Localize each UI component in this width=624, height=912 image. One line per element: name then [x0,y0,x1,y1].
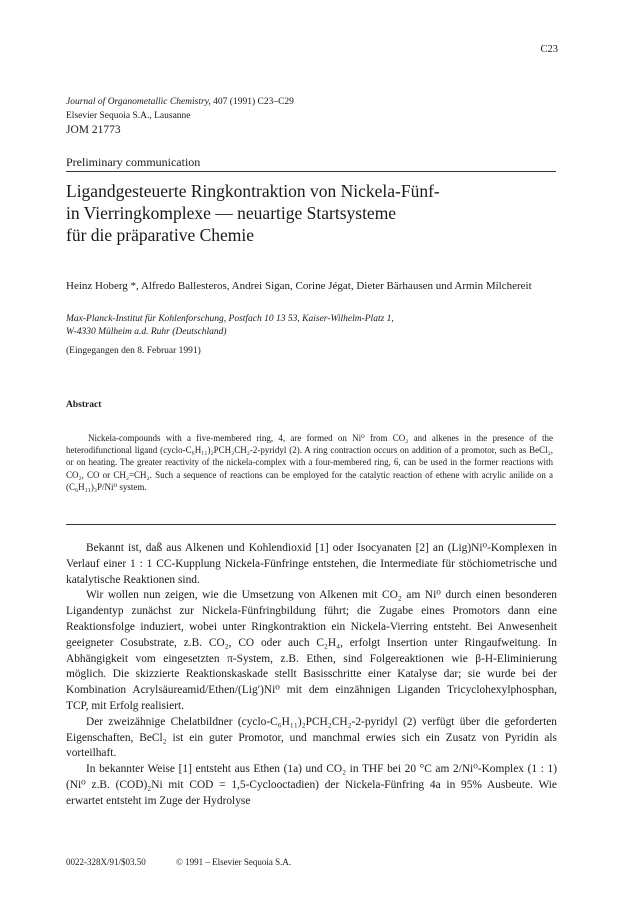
publisher: Elsevier Sequoia S.A., Lausanne [66,110,191,121]
affiliation-line-2: W-4330 Mülheim a.d. Ruhr (Deutschland) [66,326,227,337]
paragraph: Der zweizähnige Chelatbildner (cyclo-C₆H₁₁)₂PCH₂CH₂-2-pyridyl (2) verfügt über die geforderten Eigenschaften, BeCl₂ ist ein guter Promotor, und manchmal erwies sich ein Zusatz von Pyridin als vorteilhaft. [66,715,557,760]
footer-code: 0022-328X/91/$03.50 [66,857,146,867]
abstract-heading: Abstract [66,400,102,410]
journal-info [66,96,566,123]
footer [66,857,319,867]
divider [66,524,556,525]
journal-name: Journal of Organometallic Chemistry, [66,97,211,107]
article-title [66,180,566,246]
affiliation-line-1: Max-Planck-Institut für Kohlenforschung, Postfach 10 13 53, Kaiser-Wilhelm-Platz 1, [66,314,394,324]
paragraph: Wir wollen nun zeigen, wie die Umsetzung von Alkenen mit CO₂ am Ni⁰ durch einen besonderen Ligandentyp zunächst zur Nickela-Fünfringbildung führt; die Zugabe eines Promotors dann eine Reaktionsfolge induziert, wobei unter Ringkontraktion ein Nickela-Vierring entsteht. Bei Anwesenheit geeigneter Cosubstrate, z.B. CO₂, CO oder auch C₂H₄, erfolgt Insertion unter Ringaufweitung. In Abhängigkeit vom eingesetzten π-System, z.B. Ethen, sind Folgereaktionen wie β-H-Eliminierung möglich. Die skizzierte Reaktionskaskade stellt Basisschritte einer Katalyse dar; sie wurde bei der Kombination Acrylsäureamid/Ethen/(Lig′)Ni⁰ mit dem einzähnigen Liganden Tricyclohexylphosphan, TCP, mit Erfolg realisiert. [66,589,557,712]
section-label: Preliminary communication [66,155,201,169]
received-date: (Eingegangen den 8. Februar 1991) [66,346,201,356]
title-line-2: in Vierringkomplexe — neuartige Startsysteme [66,203,397,223]
journal-volume: 407 (1991) C23–C29 [210,97,294,107]
body-text [66,541,557,810]
jom-number: JOM 21773 [66,124,121,136]
footer-copyright: © 1991 – Elsevier Sequoia S.A. [176,857,292,867]
abstract-text: Nickela-compounds with a five-membered ring, 4, are formed on Ni⁰ from CO₂ and alkenes in the presence of the heterodifunctional ligand (cyclo-C₆H₁₁)₂PCH₂CH₂-2-pyridyl (2). A ring contraction occurs on addition of a promotor, such as BeCl₂, or on heating. The greater reactivity of the nickela-complex with a four-membered ring, 6, can be used in the former reactions with CO₂, CO or CH₂=CH₂. Such a sequence of reactions can be employed for the catalytic reaction of ethene with acrylic anilide on a (C₆H₁₁)₃P/Ni⁰ system. [66,433,553,492]
title-line-1: Ligandgesteuerte Ringkontraktion von Nickela-Fünf- [66,181,440,201]
journal-citation [66,96,566,110]
title-line-3: für die präparative Chemie [66,225,255,245]
divider [66,171,556,172]
affiliation [66,313,566,338]
paragraph: Bekannt ist, daß aus Alkenen und Kohlendioxid [1] oder Isocyanaten [2] an (Lig)Ni⁰-Komplexen in Verlauf einer 1 : 1 CC-Kupplung Nickela-Fünfringe entstehen, die Intermediate für stöchiometrische und katalytische Reaktionen sind. [66,542,557,586]
author-list: Heinz Hoberg *, Alfredo Ballesteros, Andrei Sigan, Corine Jégat, Dieter Bärhausen und Armin Milchereit [66,280,532,292]
page-number: C23 [540,44,558,55]
paragraph: In bekannter Weise [1] entsteht aus Ethen (1a) und CO₂ in THF bei 20 °C am 2/Ni⁰-Komplex (1 : 1) (Ni⁰ z.B. (COD)₂Ni mit COD = 1,5-Cyclooctadien) der Nickela-Fünfring 4a in 95% Ausbeute. Wie erwartet entsteht im Zuge der Hydrolyse [66,763,557,807]
